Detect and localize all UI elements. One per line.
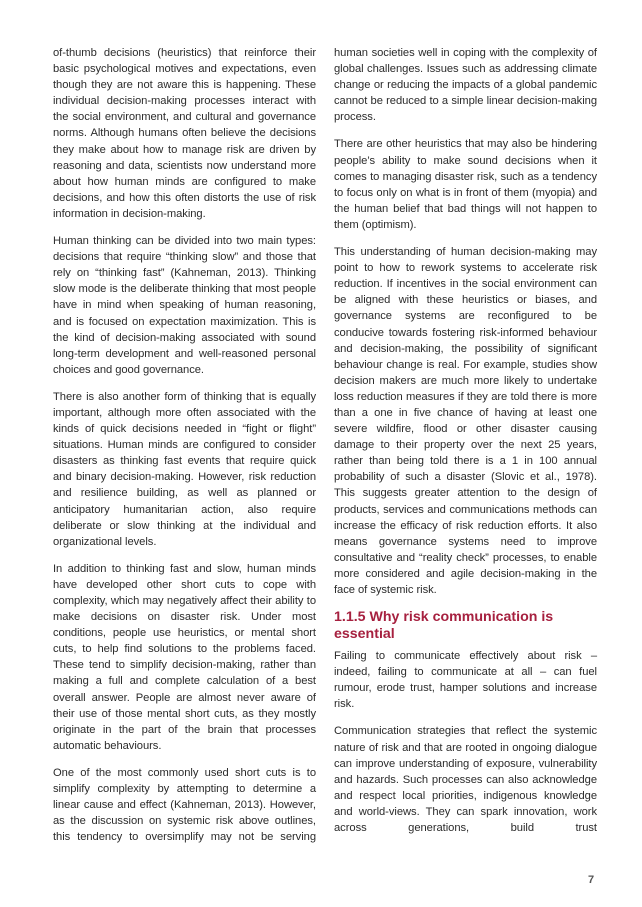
section-heading: 1.1.5 Why risk communication is essential <box>334 609 554 643</box>
page-number: 7 <box>588 874 595 886</box>
paragraph-heuristics-intro: of-thumb decisions (heuristics) that reinforce their basic psychological motives and expectations, even though they are not aware this is happening. These individual decision-making processes interact with the social environment, and cultural and governance norms. Although humans often believe the decisions they make about how to manage risk are driven by reasoning and data, scientists now understand more about how human minds are configured to make decisions, and how this often distorts the use of risk information in decision-making. <box>53 47 316 220</box>
paragraph-failing-to-communicate: Failing to communicate effectively about risk – indeed, failing to communicate at all – can fuel rumour, erode trust, hamper solutions and increase risk. <box>334 650 597 711</box>
left-column <box>53 45 316 856</box>
paragraph-thinking-types: Human thinking can be divided into two main types: decisions that require “thinking slow” and those that rely on “thinking fast” (Kahneman, 2013). Thinking slow mode is the deliberate thinking that most people have in mind when speaking of human reasoning, and is focused on expectation maximization. This is the kind of decision-making associated with sound long-term development and well-reasoned personal choices and good governance. <box>53 235 316 376</box>
paragraph-global-challenges: human societies well in coping with the complexity of global challenges. Issues such as addressing climate change or reducing the impacts of a global pandemic cannot be reduced to a simple linear decision-making process. <box>334 47 597 124</box>
paragraph-communication-strategies: Communication strategies that reflect the systemic nature of risk and that are rooted in ongoing dialogue can improve understanding of exposure, vulnerability and hazards. Such processes can also acknowledge and respect local priorities, indigenous knowledge and world-views. They can spark innovation, work across generations, build trust <box>334 725 597 835</box>
paragraph-rework-systems: This understanding of human decision-making may point to how to rework systems to accelerate risk reduction. If incentives in the social environment can be aligned with these heuristics or biases, and governance systems are reconfigured to be conducive towards fostering risk-informed behaviour and decision-making, the possibility of significant behaviour change is real. For example, studies show decision makers are much more likely to undertake loss reduction measures if they are told there is more than a one in five chance of having at least one severe wildfire, flood or other disaster causing damage to their property over the next 25 years, rather than being told there is a 1 in 100 annual probability of such a disaster (Slovic et al., 1978). This suggests greater attention to the design of products, services and communications methods can increase the efficacy of risk reduction efforts. It also means governance systems need to improve consultative and “reality check” processes, to enable more considered and agile decision-making in the face of systemic risk. <box>334 246 597 596</box>
paragraph-other-heuristics: There are other heuristics that may also be hindering people’s ability to make sound decisions when it comes to managing disaster risk, such as a tendency to focus only on what is in front of them (myopia) and the human belief that bad things will not happen to them (optimism). <box>334 138 597 231</box>
paragraph-short-cuts: In addition to thinking fast and slow, human minds have developed other short cuts to cope with complexity, which may negatively affect their ability to make decisions on disaster risk. Under most conditions, people use heuristics, or mental short cuts, to help find solutions to the problems faced. These tend to simplify decision-making, rather than making a full and complete calculation of a best overall answer. People are almost never aware of their use of those mental short cuts, as they mostly originate in the part of the brain that processes automatic behaviours. <box>53 562 316 752</box>
right-column <box>334 45 597 847</box>
paragraph-linear-cause: One of the most commonly used short cuts is to simplify complexity by attempting to determine a linear cause and effect (Kahneman, 2013). However, as the discussion on systemic risk above outlines, this tendency to oversimplify may not be serving <box>53 766 316 844</box>
paragraph-thinking-fast: There is also another form of thinking that is equally important, although more often associated with the kinds of quick decisions needed in “fight or flight” situations. Human minds are configured to consider disasters as thinking fast events that require quick and binary decision-making. However, risk reduction and resilience building, as well as planned or anticipatory humanitarian action, also require deliberate or slow thinking at the individual and organizational levels. <box>53 390 316 548</box>
